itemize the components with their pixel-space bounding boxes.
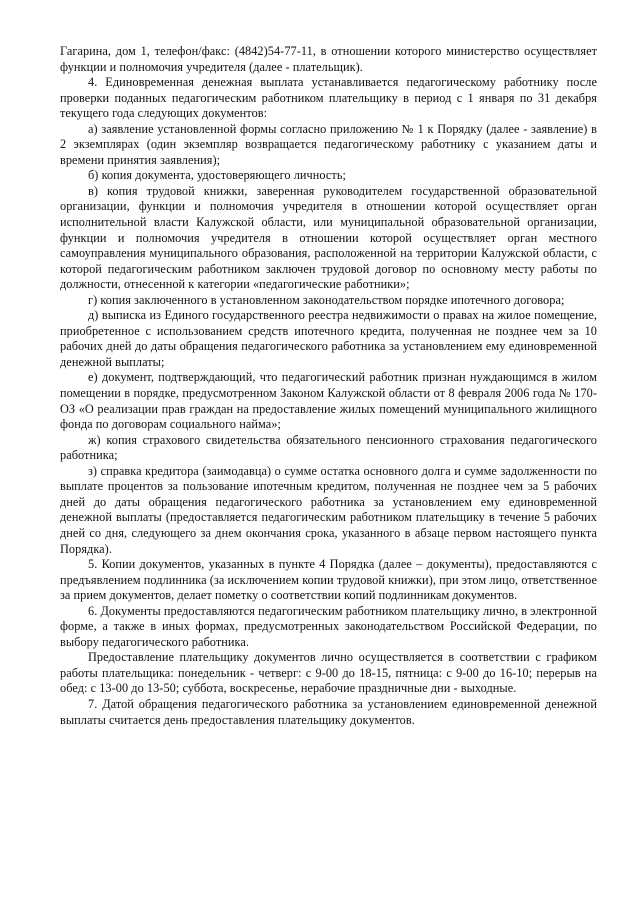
paragraph-4v-workbook: в) копия трудовой книжки, заверенная руководителем государственной образовательной организации, функции и полномочия учредителя в отношении которой осуществляет орган исполнительной власти Калужской области, или муниципальной образовательной организации, функции и полномочия учредителя в отношении которой осуществляет орган местного самоуправления муниципального образования, расположенной на территории Калужской области, с которой педагогическим работником заключен трудовой договор по основному месту работы по должности, отнесенной к категории «педагогические работники»; [60, 183, 597, 292]
paragraph-payer-address: Гагарина, дом 1, телефон/факс: (4842)54-77-11, в отношении которого министерство осуществляет функции и полномочия учредителя (далее - плательщик). [60, 44, 597, 74]
paragraph-4e-housing-need: е) документ, подтверждающий, что педагогический работник признан нуждающимся в жилом помещении в порядке, предусмотренном Законом Калужской области от 8 февраля 2006 года № 170-ОЗ «О реализации прав граждан на предоставление жилых помещений муниципального жилищного фонда по договорам социального найма»; [60, 370, 597, 432]
paragraph-4a-application: а) заявление установленной формы согласно приложению № 1 к Порядку (далее - заявление) в 2 экземплярах (один экземпляр возвращается педагогическому работнику с указанием даты и времени принятия заявления); [60, 121, 597, 167]
paragraph-4zh-pension-certificate: ж) копия страхового свидетельства обязательного пенсионного страхования педагогического работника; [60, 432, 597, 463]
paragraph-item-4: 4. Единовременная денежная выплата устанавливается педагогическому работнику после проверки поданных педагогическим работником плательщику в период с 1 января по 31 декабря текущего года следующих документов: [60, 75, 597, 121]
paragraph-item-6: 6. Документы предоставляются педагогическим работником плательщику лично, в электронной форме, а также в иных формах, предусмотренных законодательством Российской Федерации, по выбору педагогического работника. [60, 603, 597, 649]
paragraph-item-7: 7. Датой обращения педагогического работника за установлением единовременной денежной выплаты считается день предоставления плательщику документов. [60, 696, 597, 727]
paragraph-item-5: 5. Копии документов, указанных в пункте 4 Порядка (далее – документы), предоставляются с предъявлением подлинника (за исключением копии трудовой книжки), при этом лицо, ответственное за прием документов, делает пометку о соответствии копий подлинникам документов. [60, 557, 597, 603]
paragraph-4b-identity: б) копия документа, удостоверяющего личность; [88, 168, 346, 183]
paragraph-4g-mortgage: г) копия заключенного в установленном законодательством порядке ипотечного договора; [88, 292, 565, 307]
paragraph-4d-registry-extract: д) выписка из Единого государственного реестра недвижимости о правах на жилое помещение, приобретенное с использованием средств ипотечного кредита, полученная не позднее чем за 10 рабочих дней до даты обращения педагогического работника за установлением ему единовременной денежной выплаты; [60, 308, 597, 369]
paragraph-schedule: Предоставление плательщику документов лично осуществляется в соответствии с графиком работы плательщика: понедельник - четверг: с 9-00 до 18-15, пятница: с 9-00 до 16-10; перерыв на обед: с 13-00 до 13-50; суббота, воскресенье, нерабочие праздничные дни - выходные. [60, 650, 597, 696]
paragraph-4z-creditor-statement: з) справка кредитора (заимодавца) о сумме остатка основного долга и сумме задолженности по выплате процентов за пользование ипотечным кредитом, полученная не позднее чем за 5 рабочих дней до даты обращения педагогического работника за установлением ему единовременной денежной выплаты (предоставляется педагогическим работником плательщику в течение 5 рабочих дней со дня, следующего за днем окончания срока, указанного в абзаце первом настоящего пункта Порядка). [60, 463, 597, 556]
